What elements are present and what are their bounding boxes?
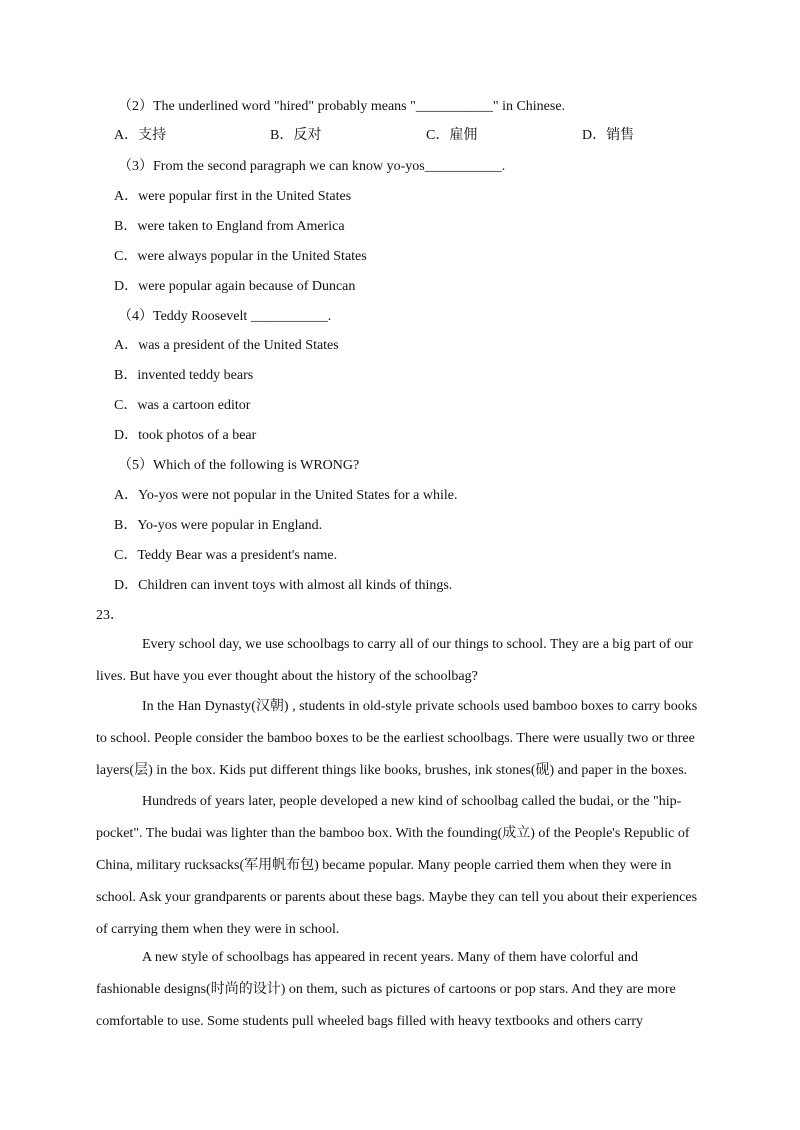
- q4-option-a: A．was a president of the United States: [114, 338, 339, 353]
- question-5-stem: （5）Which of the following is WRONG?: [118, 458, 360, 473]
- q2-option-a: A．支持: [114, 128, 167, 143]
- passage-line: to school. People consider the bamboo boxes to be the earliest schoolbags. There were usually two or three: [96, 731, 695, 746]
- passage-line: Every school day, we use schoolbags to carry all of our things to school. They are a big part of our: [142, 637, 693, 652]
- question-2-stem: （2）The underlined word "hired" probably means "___________" in Chinese.: [118, 99, 566, 114]
- q5-option-a: A．Yo-yos were not popular in the United States for a while.: [114, 488, 458, 503]
- passage-line: Hundreds of years later, people developed a new kind of schoolbag called the budai, or the "hip-: [142, 794, 682, 809]
- passage-line: school. Ask your grandparents or parents about these bags. Maybe they can tell you about their experiences: [96, 890, 698, 905]
- question-23-number: 23．: [96, 608, 124, 623]
- passage-line: pocket". The budai was lighter than the bamboo box. With the founding(成立) of the People's Republic of: [96, 826, 690, 841]
- q3-option-c: C．were always popular in the United States: [114, 249, 367, 264]
- q5-option-c: C．Teddy Bear was a president's name.: [114, 548, 338, 563]
- q4-option-d: D．took photos of a bear: [114, 428, 257, 443]
- q2-option-b: B．反对: [270, 128, 322, 143]
- passage-line: China, military rucksacks(军用帆布包) became popular. Many people carried them when they were in: [96, 858, 672, 873]
- passage-line: comfortable to use. Some students pull wheeled bags filled with heavy textbooks and others carry: [96, 1014, 644, 1029]
- passage-line: of carrying them when they were in school.: [96, 922, 340, 937]
- q3-option-d: D．were popular again because of Duncan: [114, 279, 356, 294]
- passage-line: fashionable designs(时尚的设计) on them, such as pictures of cartoons or pop stars. And they are more: [96, 982, 676, 997]
- q5-option-d: D．Children can invent toys with almost all kinds of things.: [114, 578, 453, 593]
- passage-line: A new style of schoolbags has appeared in recent years. Many of them have colorful and: [142, 950, 639, 965]
- passage-line: layers(层) in the box. Kids put different things like books, brushes, ink stones(砚) and paper in the boxes.: [96, 763, 688, 778]
- question-3-stem: （3）From the second paragraph we can know yo-yos___________.: [118, 159, 506, 174]
- q4-option-b: B．invented teddy bears: [114, 368, 254, 383]
- q2-option-c: C．雇佣: [426, 128, 478, 143]
- q3-option-a: A．were popular first in the United States: [114, 189, 352, 204]
- passage-line: lives. But have you ever thought about the history of the schoolbag?: [96, 669, 478, 684]
- passage-line: In the Han Dynasty(汉朝) , students in old-style private schools used bamboo boxes to carry books: [142, 699, 698, 714]
- q2-option-d: D．销售: [582, 128, 635, 143]
- question-2-options: [114, 127, 674, 145]
- q4-option-c: C．was a cartoon editor: [114, 398, 251, 413]
- question-4-stem: （4）Teddy Roosevelt ___________.: [118, 309, 332, 324]
- q5-option-b: B．Yo-yos were popular in England.: [114, 518, 323, 533]
- q3-option-b: B．were taken to England from America: [114, 219, 345, 234]
